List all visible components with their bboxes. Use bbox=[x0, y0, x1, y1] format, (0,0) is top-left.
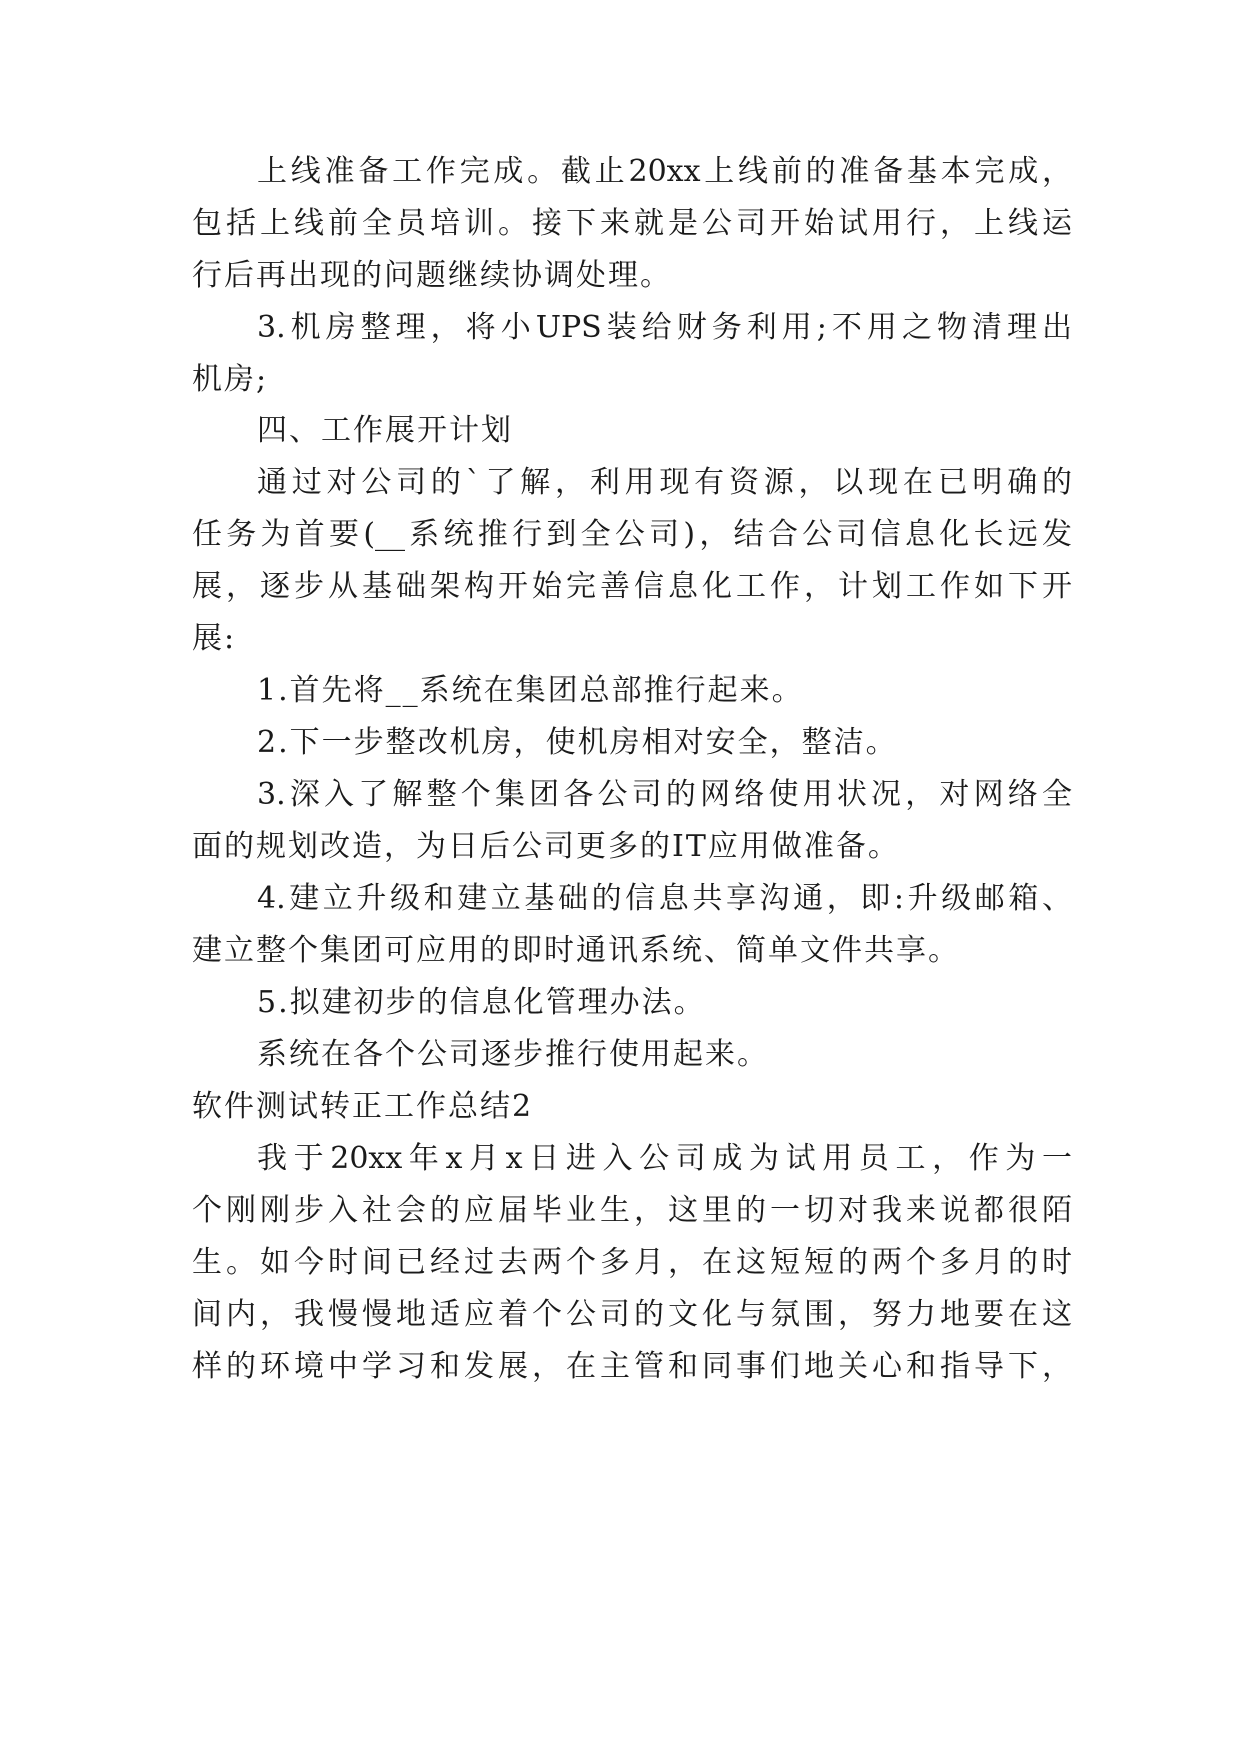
section-heading: 四、工作展开计划 bbox=[257, 413, 513, 448]
text-line: 间内，我慢慢地适应着个公司的文化与氛围，努力地要在这 bbox=[192, 1297, 1072, 1332]
list-item: 3.深入了解整个集团各公司的网络使用状况，对网络全 bbox=[257, 777, 1072, 812]
text-line: 展: bbox=[192, 621, 237, 656]
text-line: 个刚刚步入社会的应届毕业生，这里的一切对我来说都很陌 bbox=[192, 1193, 1072, 1228]
text-line: 样的环境中学习和发展，在主管和同事们地关心和指导下， bbox=[192, 1349, 1072, 1384]
text-line: 包括上线前全员培训。接下来就是公司开始试用行，上线运 bbox=[192, 206, 1072, 241]
list-item: 5.拟建初步的信息化管理办法。 bbox=[257, 985, 706, 1020]
text-line: 上线准备工作完成。截止20xx上线前的准备基本完成， bbox=[257, 154, 1072, 189]
text-line: 生。如今时间已经过去两个多月，在这短短的两个多月的时 bbox=[192, 1245, 1072, 1280]
text-line: 3.机房整理，将小UPS装给财务利用;不用之物清理出 bbox=[257, 310, 1072, 345]
text-line: 系统在各个公司逐步推行使用起来。 bbox=[257, 1037, 769, 1072]
section-title: 软件测试转正工作总结2 bbox=[192, 1089, 534, 1124]
text-line: 建立整个集团可应用的即时通讯系统、简单文件共享。 bbox=[192, 933, 960, 968]
text-line: 展，逐步从基础架构开始完善信息化工作，计划工作如下开 bbox=[192, 569, 1072, 604]
text-line: 任务为首要(__系统推行到全公司)，结合公司信息化长远发 bbox=[192, 517, 1072, 552]
text-line: 面的规划改造，为日后公司更多的IT应用做准备。 bbox=[192, 829, 900, 864]
text-line: 我于20xx年x月x日进入公司成为试用员工，作为一 bbox=[257, 1141, 1072, 1176]
text-line: 行后再出现的问题继续协调处理。 bbox=[192, 258, 672, 293]
text-line: 机房; bbox=[192, 362, 269, 397]
list-item: 4.建立升级和建立基础的信息共享沟通，即:升级邮箱、 bbox=[257, 881, 1072, 916]
text-line: 通过对公司的`了解，利用现有资源，以现在已明确的 bbox=[257, 465, 1072, 500]
list-item: 2.下一步整改机房，使机房相对安全，整洁。 bbox=[257, 725, 898, 760]
list-item: 1.首先将__系统在集团总部推行起来。 bbox=[257, 673, 804, 708]
